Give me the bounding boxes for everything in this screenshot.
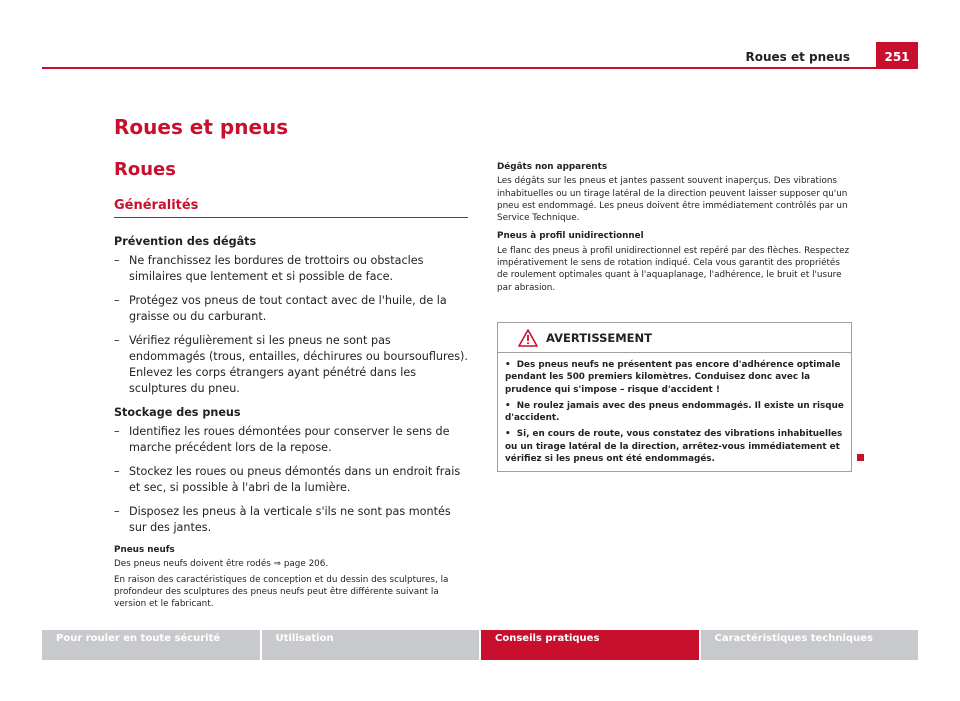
subsection-title: Généralités	[114, 198, 199, 213]
warning-title: AVERTISSEMENT	[546, 331, 653, 345]
degats-text: Les dégâts sur les pneus et jantes passent souvent inaperçus. Des vibrations inhabituelles ou un tirage latéral de la direction peuvent laisser supposer qu'un pneu est endommagé. Les pneus doivent être immédiatement contrôlés par un Service Technique.	[497, 176, 848, 224]
pneus-neufs-text-1: Des pneus neufs doivent être rodés ⇒ page 206.	[114, 559, 329, 569]
list-item: – Protégez vos pneus de tout contact avec de l'huile, de la graisse ou du carburant.	[114, 293, 470, 325]
list-item: – Stockez les roues ou pneus démontés dans un endroit frais et sec, si possible à l'abri de la lumière.	[114, 464, 470, 496]
unidirectionnel-text: Le flanc des pneus à profil unidirectionnel est repéré par des flèches. Respectez impérativement le sens de rotation indiqué. Cela vous garantit des propriétés de roulement optimales quant à l'aquaplanage, l'adhérence, le bruit et l'usure par abrasion.	[497, 245, 850, 293]
pneus-neufs-section	[114, 544, 470, 610]
section-end-marker	[857, 454, 864, 461]
header-rule	[42, 67, 918, 69]
prevention-heading: Prévention des dégâts	[114, 235, 257, 248]
left-column	[114, 234, 470, 614]
footer-nav	[42, 630, 918, 660]
page-number: 251	[876, 42, 918, 69]
section-title: Roues	[114, 159, 176, 180]
warning-item: • Si, en cours de route, vous constatez des vibrations inhabituelles ou un tirage latéral de la direction, arrêtez-vous immédiatement et vérifiez si les pneus ont été endommagés.	[505, 429, 843, 465]
degats-heading: Dégâts non apparents	[497, 162, 608, 172]
pneus-neufs-text-2: En raison des caractéristiques de conception et du dessin des sculptures, la profondeur des sculptures des pneus neufs peut être différente suivant la version et le fabricant.	[114, 575, 449, 609]
list-item: – Ne franchissez les bordures de trottoirs ou obstacles similaires que lentement et si possible de face.	[114, 253, 470, 285]
prevention-list	[114, 253, 470, 397]
list-item: – Vérifiez régulièrement si les pneus ne sont pas endommagés (trous, entailles, déchirures ou boursouflures). Enlevez les corps étrangers ayant pénétré dans les sculptures du pneu.	[114, 333, 470, 397]
warning-triangle-icon	[518, 329, 538, 347]
stockage-list	[114, 424, 470, 536]
footer-tab-caracteristiques[interactable]: Caractéristiques techniques	[701, 630, 919, 660]
warning-item: • Ne roulez jamais avec des pneus endommagés. Il existe un risque d'accident.	[505, 400, 844, 424]
running-header: Roues et pneus	[745, 50, 850, 64]
warning-header	[498, 323, 851, 353]
footer-tab-utilisation[interactable]: Utilisation	[262, 630, 480, 660]
list-item: – Disposez les pneus à la verticale s'ils ne sont pas montés sur des jantes.	[114, 504, 470, 536]
right-column	[497, 161, 853, 300]
subsection-rule	[114, 217, 468, 218]
warning-box	[497, 322, 852, 472]
stockage-heading: Stockage des pneus	[114, 406, 241, 419]
footer-tab-securite[interactable]: Pour rouler en toute sécurité	[42, 630, 260, 660]
warning-body	[505, 359, 845, 469]
chapter-title: Roues et pneus	[114, 115, 289, 139]
unidirectionnel-heading: Pneus à profil unidirectionnel	[497, 231, 644, 242]
pneus-neufs-heading: Pneus neufs	[114, 545, 175, 555]
list-item: – Identifiez les roues démontées pour conserver le sens de marche précédent lors de la repose.	[114, 424, 470, 456]
warning-item: • Des pneus neufs ne présentent pas encore d'adhérence optimale pendant les 500 premiers kilomètres. Conduisez donc avec la prudence qui s'impose – risque d'accident !	[505, 360, 841, 395]
footer-tab-conseils[interactable]: Conseils pratiques	[481, 630, 699, 660]
